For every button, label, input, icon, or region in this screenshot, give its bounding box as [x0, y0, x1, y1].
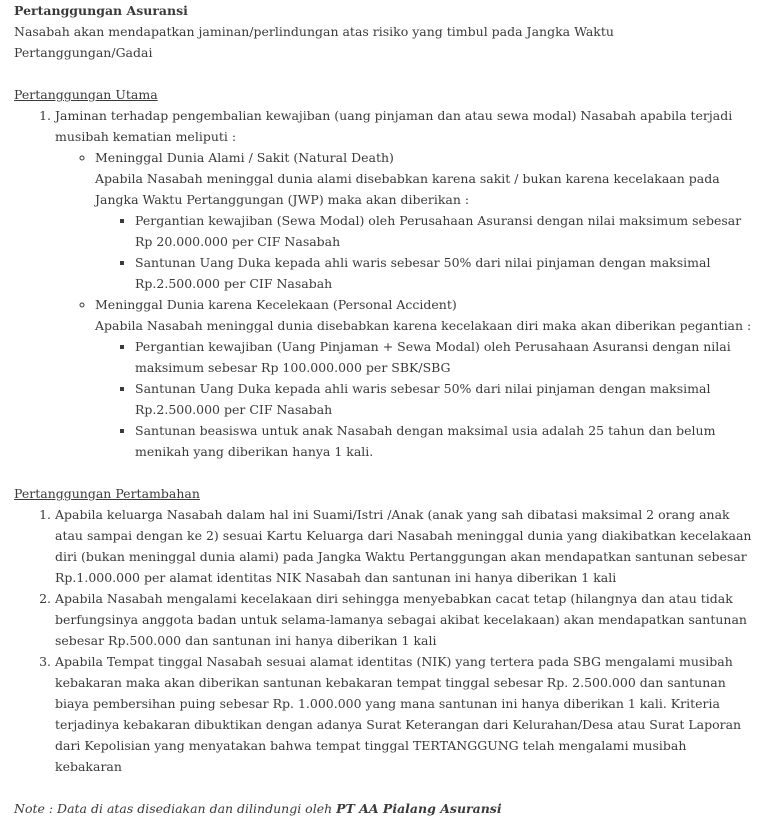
benefit-item: ▪ Santunan Uang Duka kepada ahli waris sebesar 50% dari nilai pinjaman dengan maksimal Rp.2.500.000 per CIF Nasabah [135, 378, 756, 420]
benefit-list [95, 210, 756, 294]
death-type-desc: Apabila Nasabah meninggal dunia alami disebabkan karena sakit / bukan karena kecelakaan pada Jangka Waktu Pertanggungan (JWP) maka akan diberikan : [95, 171, 720, 207]
note-company: PT AA Pialang Asuransi [336, 801, 502, 816]
benefit-item: ▪ Pergantian kewajiban (Sewa Modal) oleh Perusahaan Asuransi dengan nilai maksimum sebesar Rp 20.000.000 per CIF Nasabah [135, 210, 756, 252]
footer-note [14, 798, 756, 819]
utama-item-text: Jaminan terhadap pengembalian kewajiban (uang pinjaman dan atau sewa modal) Nasabah apabila terjadi musibah kematian meliputi : [55, 108, 733, 144]
death-type-accident [95, 294, 756, 462]
note-prefix: Note : Data di atas disediakan dan dilindungi oleh [14, 801, 337, 816]
section-heading-tambahan: Pertanggungan Pertambahan [14, 486, 200, 501]
death-type-title: Meninggal Dunia Alami / Sakit (Natural Death) [95, 150, 394, 165]
death-type-natural [95, 147, 756, 294]
death-type-title: Meninggal Dunia karena Kecelekaan (Personal Accident) [95, 297, 457, 312]
benefit-item: ▪ Pergantian kewajiban (Uang Pinjaman + Sewa Modal) oleh Perusahaan Asuransi dengan nilai maksimum sebesar Rp 100.000.000 per SBK/SBG [135, 336, 756, 378]
benefit-item: ▪ Santunan beasiswa untuk anak Nasabah dengan maksimal usia adalah 25 tahun dan belum menikah yang diberikan hanya 1 kali. [135, 420, 756, 462]
benefit-item: ▪ Santunan Uang Duka kepada ahli waris sebesar 50% dari nilai pinjaman dengan maksimal Rp.2.500.000 per CIF Nasabah [135, 252, 756, 294]
utama-list [14, 105, 756, 462]
tambahan-list [14, 504, 756, 777]
tambahan-item: 2. Apabila Nasabah mengalami kecelakaan diri sehingga menyebabkan cacat tetap (hilangnya dan atau tidak berfungsinya anggota badan untuk selama-lamanya sebagai akibat kecelakaan) akan mendapatkan santunan sebesar Rp.500.000 dan santunan ini hanya diberikan 1 kali [55, 588, 756, 651]
tambahan-item: 3. Apabila Tempat tinggal Nasabah sesuai alamat identitas (NIK) yang tertera pada SBG mengalami musibah kebakaran maka akan diberikan santunan kebakaran tempat tinggal sebesar Rp. 2.500.000 dan santunan biaya pembersihan puing sebesar Rp. 1.000.000 yang mana santunan ini hanya diberikan 1 kali. Kriteria terjadinya kebakaran dibuktikan dengan adanya Surat Keterangan dari Kelurahan/Desa atau Surat Laporan dari Kepolisian yang menyatakan bahwa tempat tinggal TERTANGGUNG telah mengalami musibah kebakaran [55, 651, 756, 777]
utama-item [55, 105, 756, 462]
page-title: Pertanggungan Asuransi [14, 3, 188, 18]
section-heading-utama: Pertanggungan Utama [14, 87, 158, 102]
benefit-list [95, 336, 756, 462]
death-type-list [55, 147, 756, 462]
tambahan-item: 1. Apabila keluarga Nasabah dalam hal ini Suami/Istri /Anak (anak yang sah dibatasi maksimal 2 orang anak atau sampai dengan ke 2) sesuai Kartu Keluarga dari Nasabah meninggal dunia yang diakibatkan kecelakaan diri (bukan meninggal dunia alami) pada Jangka Waktu Pertanggungan akan mendapatkan santunan sebesar Rp.1.000.000 per alamat identitas NIK Nasabah dan santunan ini hanya diberikan 1 kali [55, 504, 756, 588]
intro-paragraph: Nasabah akan mendapatkan jaminan/perlindungan atas risiko yang timbul pada Jangka Waktu Pertanggungan/Gadai [14, 24, 614, 60]
death-type-desc: Apabila Nasabah meninggal dunia disebabkan karena kecelakaan diri maka akan diberikan pegantian : [95, 318, 752, 333]
